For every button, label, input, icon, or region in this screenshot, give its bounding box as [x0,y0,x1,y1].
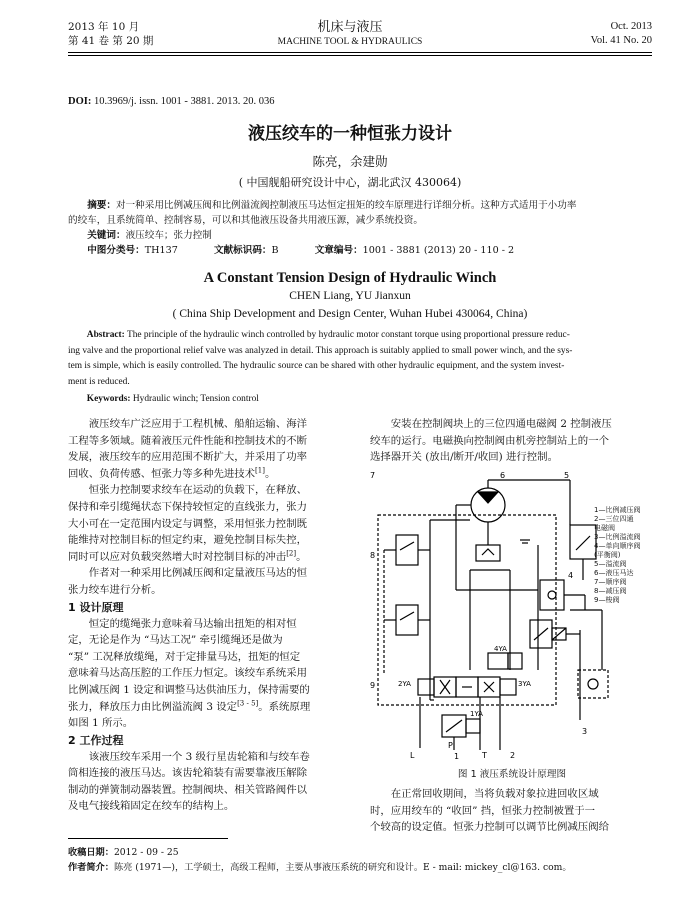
para-line: 时，应用绞车的 “收回” 挡，恒张力控制被置于一 [370,804,596,817]
para-intro-3 [68,565,352,598]
footnote [68,845,668,875]
label-1: 1 [454,752,460,760]
label-5: 5 [564,471,570,480]
label-7: 7 [370,471,376,480]
para-line: 张力，释放压力由比例溢流阀 3 设定 [68,700,238,713]
para-line: 恒张力控制要求绞车在运动的负载下，在释放、 [88,484,307,497]
label-4ya: 4YA [494,645,507,653]
para-line: 比例减压阀 1 设定和调整马达供油压力，保持需要的 [68,683,310,696]
paper-title-en: A Constant Tension Design of Hydraulic Winch [203,270,497,286]
label-2ya: 2YA [398,680,411,688]
para-line-end: 。系统原理 [258,700,311,713]
abstract-en [68,328,654,408]
footnote-rule [68,838,228,839]
figure-legend [594,506,656,605]
legend-item: 2—三位四通 [594,515,634,523]
para-line: 能维持对控制目标的恒定约束，避免控制目标失控， [68,534,307,547]
author-bio-value: 陈亮 (1971—)，工学硕士，高级工程师，主要从事液压系统的研究和设计。E - mail: mickey_cl@163. com。 [113,862,572,873]
legend-item: 3—比例溢流阀 [594,533,641,541]
legend-item: 7—顺序阀 [594,578,627,586]
authors-en: CHEN Liang, YU Jianxun [289,290,411,302]
legend-item: (平衡阀) [594,551,621,559]
received-date-label: 收稿日期： [68,847,114,858]
para-line: 筒相连接的液压马达。该齿轮箱装有需要靠液压解除 [68,767,307,780]
right-column-top [370,416,654,466]
shuttle-valve-symbol [588,679,598,689]
para-line: 同时可以应对负载突然增大时对控制目标的冲击 [68,550,287,563]
header-volume-cn: 第 41 卷 第 20 期 [68,35,154,47]
doi-value: 10.3969/j. issn. 1001 - 3881. 2013. 20. 036 [93,96,275,107]
journal-title-en: MACHINE TOOL & HYDRAULICS [277,37,423,47]
abstract-cn [68,198,654,258]
abstract-en-line2: ing valve and the proportional relief valve was analyzed in detail. This approach is suitably applied to small power winch, and the sys- [68,345,573,356]
article-no-value: 1001 - 3881 (2013) 20 - 110 - 2 [362,245,515,256]
abstract-cn-label: 摘要： [87,200,116,211]
para-line: 回收、负荷传感、恒张力等多种先进技术 [68,467,256,480]
para-line: 及电气接线箱固定在绞车的结构上。 [68,800,235,813]
abstract-en-line4: ment is reduced. [68,376,130,387]
received-date-value: 2012 - 09 - 25 [113,847,179,858]
para-line: 在正常回收期间，当将负载对象拉进回收区域 [390,788,599,800]
journal-title-cn: 机床与液压 [317,20,383,35]
label-8: 8 [370,551,376,560]
para-intro-2 [68,482,352,565]
header-left [68,20,153,48]
paper-title-cn: 液压绞车的一种恒张力设计 [248,124,452,144]
keywords-en-value: Hydraulic winch; Tension control [130,394,259,404]
clc-label: 中图分类号： [87,245,145,256]
article-no-label: 文章编号： [314,245,363,256]
relief-valve-symbol [570,525,596,559]
authors-cn: 陈亮，余建勋 [312,154,388,169]
shuttle-valve-box [578,670,608,698]
para-normal-recovery [370,786,654,836]
sequence-valve-symbol [396,535,418,565]
brake-valve-symbol [476,545,500,561]
header-right [591,20,652,48]
keywords-cn-value: 液压绞车；张力控制 [125,230,212,241]
right-column-bottom [370,786,654,836]
reducing-valve-symbol [396,605,418,635]
keywords-en-label: Keywords: [86,394,131,404]
para-line: “泵” 工况释放缆绳，对于定排量马达，扭矩的恒定 [68,650,301,663]
legend-item: 5—溢流阀 [594,560,627,568]
para-line: 该液压绞车采用一个 3 级行星齿轮箱和与绞车卷 [88,750,310,763]
label-4: 4 [568,571,574,580]
label-2: 2 [510,751,516,760]
abstract-en-label: Abstract: [86,330,125,340]
doi-line [68,96,275,107]
abstract-en-line3: tem is simple, which is easily controlled. The hydraulic source can be shared with other hydraulic equipment, and the system invest- [68,361,565,371]
para-line: 定，无论是作为 “马达工况” 牵引缆绳还是做为 [68,634,283,647]
para-line: 工程等多领域。随着液压元件性能和控制技术的不断 [68,434,307,447]
header-center [250,20,450,49]
header-rule [68,52,652,53]
solenoid-2ya [418,679,434,695]
para-line: 张力绞车进行分析。 [68,583,162,596]
para-line: 意味着马达高压腔的工作压力恒定。该绞车系统采用 [68,667,307,680]
label-1ya: 1YA [470,710,483,718]
label-P: P [448,741,453,750]
doi-label: DOI: [68,96,92,107]
label-6: 6 [500,471,506,480]
affiliation-cn: ( 中国舰船研究设计中心，湖北武汉 430064) [238,176,462,189]
para-line: 选择器开关 (放出/断开/收回) 进行控制。 [370,451,558,464]
legend-item: 4—单向顺序阀 [594,542,641,550]
header-date-en: Oct. 2013 [610,21,652,32]
author-bio-label: 作者简介： [68,862,114,873]
legend-item: 电磁阀 [594,524,615,532]
legend-item: 1—比例减压阀 [594,506,641,514]
para-line: 作者对一种采用比例减压阀和定量液压马达的恒 [88,567,307,580]
abstract-cn-line1: 对一种采用比例减压阀和比例溢流阀控制液压马达恒定扭矩的绞车原理进行详细分析。这种方式适用于小功率 [115,200,577,211]
para-line: 液压绞车广泛应用于工程机械、船舶运输、海洋 [88,418,307,430]
solenoid-4ya-valve [488,653,508,669]
section-heading-2: 2 工作过程 [68,733,124,747]
abstract-en-line1: The principle of the hydraulic winch controlled by hydraulic motor constant torque using proportional pressure reduc- [124,330,570,340]
para-line: 绞车的运行。电磁换向控制阀由机旁控制站上的一个 [370,434,609,447]
legend-item: 9—梭阀 [594,596,620,604]
citation-ref: [1] [255,466,265,475]
keywords-cn-label: 关键词： [87,230,126,241]
label-T: T [482,751,487,760]
citation-ref: [2] [286,549,297,558]
para-line: 个较高的设定值。恒张力控制可以调节比例减压阀给 [370,821,609,834]
label-9: 9 [370,681,376,690]
figure-caption: 图 1 液压系统设计原理图 [457,769,567,780]
header-rule-thin [68,55,652,56]
counterbalance-valve-symbol [540,580,564,610]
affiliation-en: ( China Ship Development and Design Center, Wuhan Hubei 430064, China) [172,308,528,320]
para-line: 安装在控制阀块上的三位四通电磁阀 2 控制液压 [390,418,612,430]
legend-item: 6—液压马达 [594,569,634,577]
para-design-principle [68,616,352,732]
doc-code-value: B [271,245,279,256]
para-solenoid-valve [370,416,654,466]
clc-value: TH137 [144,245,178,256]
label-3ya: 3YA [518,680,531,688]
para-line: 如图 1 所示。 [68,717,134,730]
solenoid-1ya [466,719,480,733]
para-line: 发展，液压绞车的应用范围不断扩大，并采用了功率 [68,451,307,464]
para-line-end: 。 [264,467,276,480]
para-line: 恒定的缆绳张力意味着马达输出扭矩的相对恒 [88,617,297,630]
label-L: L [410,751,415,760]
citation-ref: [3 - 5] [237,699,259,708]
solenoid-3ya [500,679,516,695]
para-line: 保持和牵引缆绳状态下保持较恒定的直线张力，张力 [68,500,307,513]
abstract-cn-line2: 的绞车，且系统简单、控制容易，可以和其他液压设备共用液压源，减少系统投资。 [68,215,423,226]
legend-item: 8—减压阀 [594,587,627,595]
left-column [68,416,352,815]
doc-code-label: 文献标识码： [213,245,272,256]
section-heading-1: 1 设计原理 [68,600,124,614]
para-line: 大小可在一定范围内设定与调整，采用恒张力控制既 [68,517,307,530]
para-intro-1 [68,416,352,482]
para-working-process [68,749,352,815]
header-date-cn: 2013 年 10 月 [68,21,140,33]
para-line-end: 。 [296,550,307,563]
para-line: 制动的弹簧制动器装置。控制阀块、相关管路阀件以 [68,783,307,796]
label-3: 3 [582,727,588,736]
header-volume-en: Vol. 41 No. 20 [590,35,652,46]
